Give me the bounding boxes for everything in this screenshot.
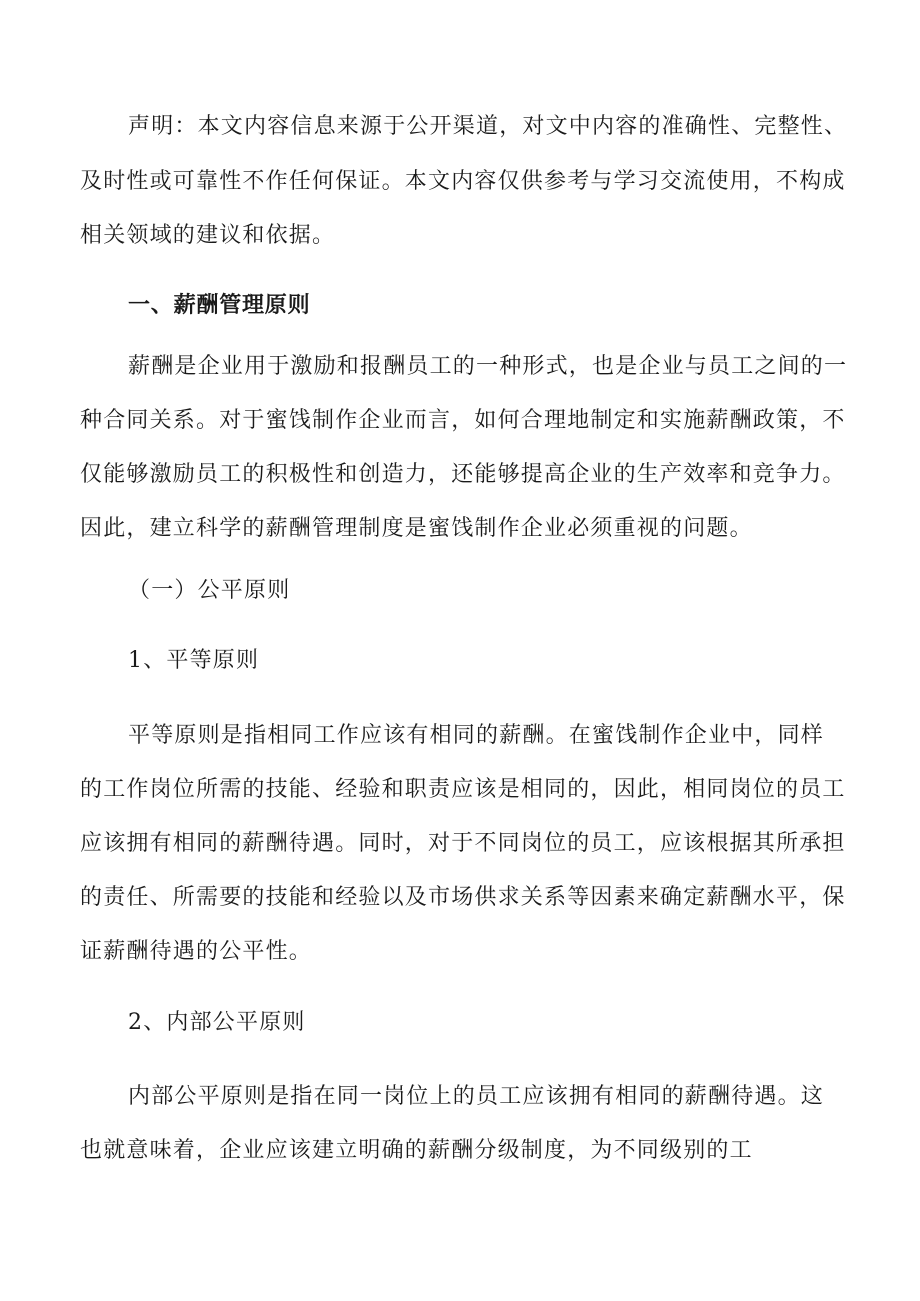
text-line: 也就意味着，企业应该建立明确的薪酬分级制度，为不同级别的工 <box>80 1138 753 1163</box>
item-heading: 1、平等原则 <box>128 648 260 673</box>
text-line: 种合同关系。对于蜜饯制作企业而言，如何合理地制定和实施薪酬政策，不 <box>80 408 846 433</box>
text-line: 应该拥有相同的薪酬待遇。同时，对于不同岗位的员工，应该根据其所承担 <box>80 831 846 856</box>
text-line: 相关领域的建议和依据。 <box>80 223 336 248</box>
text-line: 证薪酬待遇的公平性。 <box>80 939 313 964</box>
text-line: 平等原则是指相同工作应该有相同的薪酬。在蜜饯制作企业中，同样 <box>128 723 825 748</box>
text-line: 的责任、所需要的技能和经验以及市场供求关系等因素来确定薪酬水平，保 <box>80 885 846 910</box>
subsection-heading: （一）公平原则 <box>128 578 291 603</box>
item-heading: 2、内部公平原则 <box>128 1010 306 1035</box>
text-line: 内部公平原则是指在同一岗位上的员工应该拥有相同的薪酬待遇。这 <box>128 1084 825 1109</box>
text-line: 及时性或可靠性不作任何保证。本文内容仅供参考与学习交流使用，不构成 <box>80 169 846 194</box>
text-line: 因此，建立科学的薪酬管理制度是蜜饯制作企业必须重视的问题。 <box>80 516 753 541</box>
section-heading: 一、薪酬管理原则 <box>128 292 311 318</box>
text-line: 声明：本文内容信息来源于公开渠道，对文中内容的准确性、完整性、 <box>128 114 848 139</box>
text-line: 的工作岗位所需的技能、经验和职责应该是相同的，因此，相同岗位的员工 <box>80 777 846 802</box>
text-line: 仅能够激励员工的积极性和创造力，还能够提高企业的生产效率和竞争力。 <box>80 462 846 487</box>
text-line: 薪酬是企业用于激励和报酬员工的一种形式，也是企业与员工之间的一 <box>128 354 848 379</box>
